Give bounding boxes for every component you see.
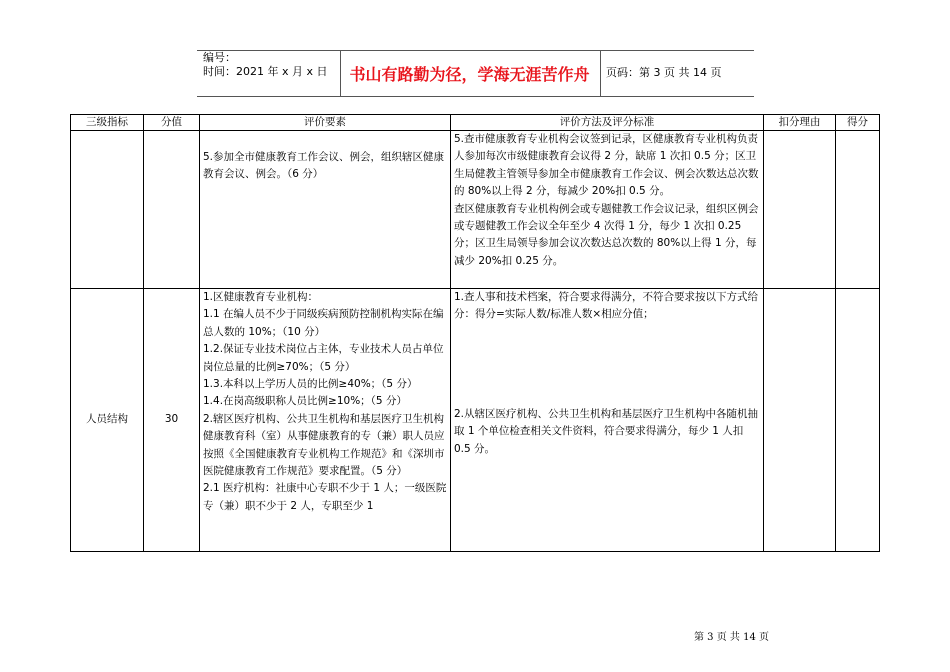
header-deduction-reason: 扣分理由 — [764, 115, 836, 131]
cell-methods — [451, 131, 764, 289]
cell-indicator — [71, 131, 144, 289]
page-footer: 第 3 页 共 14 页 — [694, 632, 769, 643]
cell-elements — [200, 289, 451, 552]
cell-points — [836, 289, 880, 552]
cell-deduction-reason — [764, 289, 836, 552]
method-item: 2.从辖区医疗机构、公共卫生机构和基层医疗卫生机构中各随机抽取 1 个单位检查相关文件资料，符合要求得满分，每少 1 人扣 0.5 分。 — [454, 407, 759, 455]
element-item: 1.1 在编人员不少于同级疾病预防控制机构实际在编总人数的 10%；（10 分） — [203, 308, 444, 338]
element-item: 1.3.本科以上学历人员的比例≥40%；（5 分） — [203, 378, 418, 391]
header-indicator: 三级指标 — [71, 115, 144, 131]
element-item: 2.1 医疗机构：社康中心专职不少于 1 人；一级医院专（兼）职不少于 2 人，专职至少 1 — [203, 482, 447, 512]
header-points: 得分 — [836, 115, 880, 131]
cell-elements — [200, 131, 451, 289]
header-methods: 评价方法及评分标准 — [451, 115, 764, 131]
cell-deduction-reason — [764, 131, 836, 289]
cell-indicator: 人员结构 — [71, 289, 144, 552]
method-item: 5.查市健康教育专业机构会议签到记录，区健康教育专业机构负责人参加每次市级健康教育会议得 2 分，缺席 1 次扣 0.5 分；区卫生局健教主管领导参加全市健康教育工作会议、例会次数达总次数的 80%以上得 2 分，每减少 20%扣 0.5 分。 — [454, 133, 759, 198]
header-score: 分值 — [144, 115, 200, 131]
number-label: 编号： — [203, 51, 236, 64]
element-item: 1.4.在岗高级职称人员比例≥10%；（5 分） — [203, 395, 407, 408]
cell-points — [836, 131, 880, 289]
table-header-row — [71, 115, 880, 131]
element-item: 1.2.保证专业技术岗位占主体，专业技术人员占单位岗位总量的比例≥70%；（5 分） — [203, 343, 444, 373]
cell-score — [144, 131, 200, 289]
page-code: 页码：第 3 页 共 14 页 — [606, 66, 722, 79]
table-row — [71, 289, 880, 552]
table-row — [71, 131, 880, 289]
element-item: 1.区健康教育专业机构： — [203, 291, 319, 303]
time-label: 时间：2021 年 x 月 x 日 — [203, 65, 328, 78]
motto: 书山有路勤为径，学海无涯苦作舟 — [349, 65, 590, 84]
cell-score: 30 — [144, 289, 200, 552]
method-item: 查区健康教育专业机构例会或专题健教工作会议记录，组织区例会或专题健教工作会议全年至少 4 次得 1 分，每少 1 次扣 0.25 分；区卫生局领导参加会议次数达总次数的 80%以上得 1 分，每减少 20%扣 0.25 分。 — [454, 202, 759, 267]
element-item: 5.参加全市健康教育工作会议、例会，组织辖区健康教育会议、例会。（6 分） — [203, 151, 445, 181]
method-item: 1.查人事和技术档案，符合要求得满分，不符合要求按以下方式给分：得分=实际人数/标准人数×相应分值； — [454, 291, 759, 321]
element-item: 2.辖区医疗机构、公共卫生机构和基层医疗卫生机构健康教育科（室）从事健康教育的专（兼）职人员应按照《全国健康教育专业机构工作规范》和《深圳市医院健康教育工作规范》要求配置。（5 分） — [203, 412, 445, 478]
header-elements: 评价要素 — [200, 115, 451, 131]
cell-methods — [451, 289, 764, 552]
evaluation-table — [70, 114, 880, 552]
header-bottom-rule — [197, 96, 754, 97]
